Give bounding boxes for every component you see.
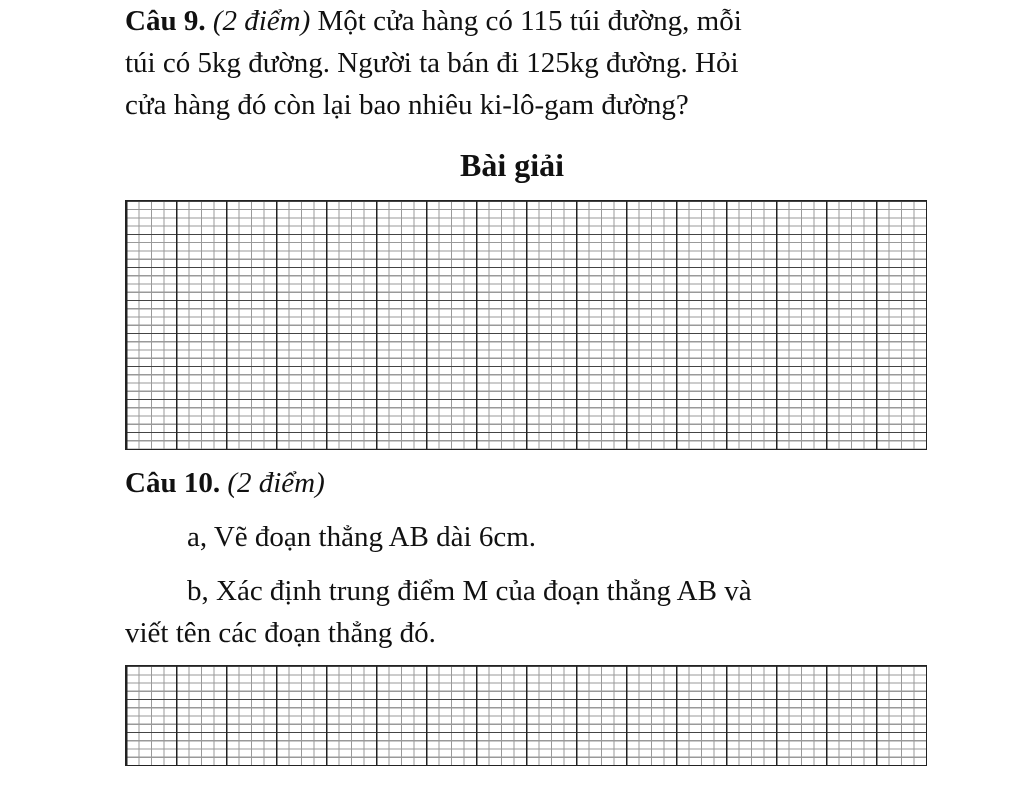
question-10-part-a: a, Vẽ đoạn thẳng AB dài 6cm. [187,521,537,553]
question-9 [125,0,985,126]
question-9-label: Câu 9. [125,5,206,37]
question-10-part-b-line-2: viết tên các đoạn thẳng đó. [125,617,436,649]
answer-grid-question-9[interactable] [125,200,927,450]
answer-grid-question-10[interactable] [125,665,927,766]
question-9-line-1 [125,0,985,42]
question-10-part-b [125,570,925,654]
solution-heading: Bài giải [459,147,564,183]
question-10-part-b-line-1: b, Xác định trung điểm M của đoạn thẳng AB và [187,575,752,607]
question-9-line-2: túi có 5kg đường. Người ta bán đi 125kg đường. Hỏi [125,47,739,79]
question-9-text-start: Một cửa hàng có 115 túi đường, mỗi [317,5,742,37]
question-9-points: (2 điểm) [212,5,311,37]
question-10-points: (2 điểm) [227,467,325,499]
question-9-line-3: cửa hàng đó còn lại bao nhiêu ki-lô-gam đường? [125,89,689,121]
question-10-label: Câu 10. [125,467,221,499]
question-10-title [125,462,325,504]
